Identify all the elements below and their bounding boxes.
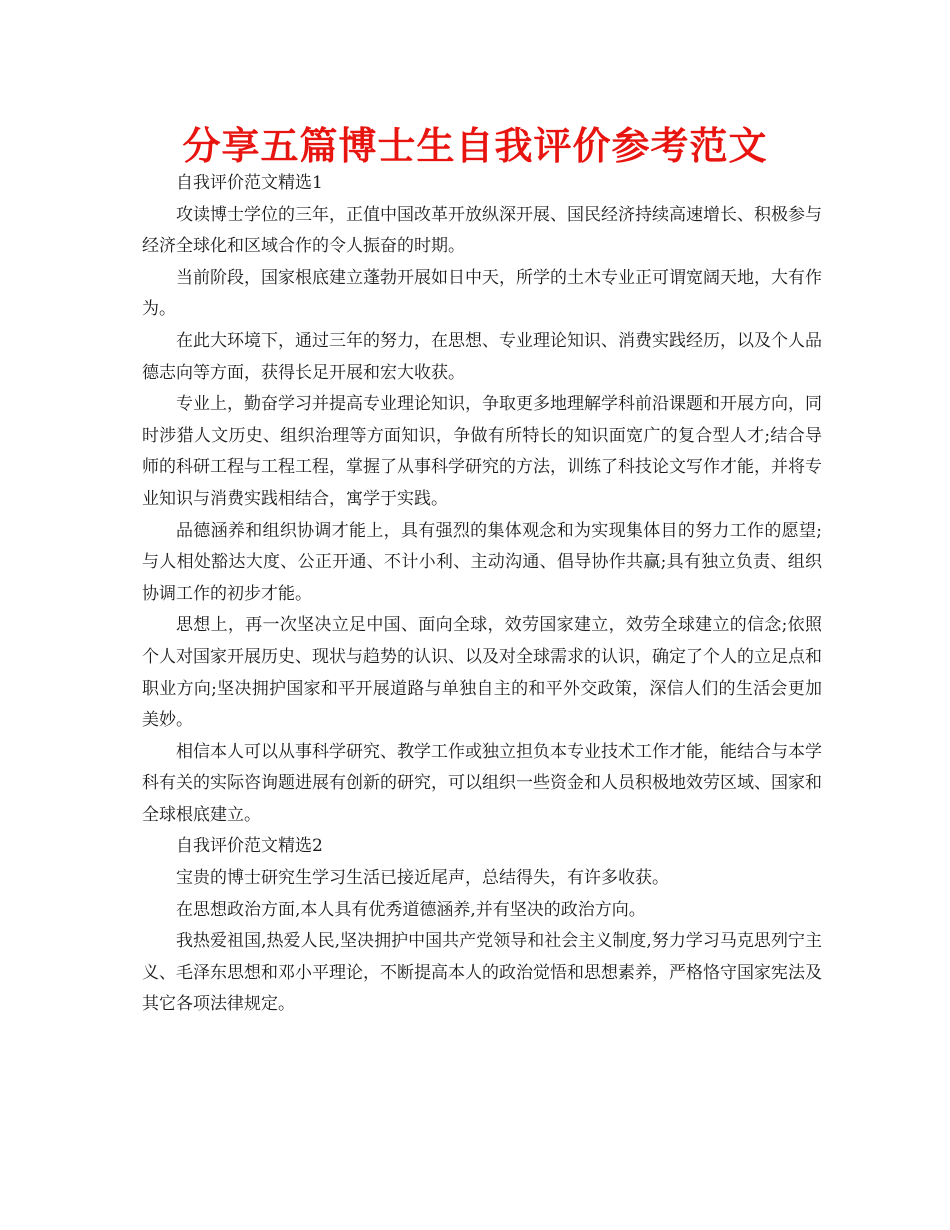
paragraph: 宝贵的博士研究生学习生活已接近尾声，总结得失，有许多收获。 [176, 868, 669, 889]
section-heading-2: 自我评价范文精选2 [176, 836, 323, 857]
paragraph: 品德涵养和组织协调才能上，具有强烈的集体观念和为实现集体目的努力工作的愿望;与人相处豁达大度、公正开通、不计小利、主动沟通、倡导协作共赢;具有独立负责、组织协调工作的初步才能。 [142, 520, 822, 604]
paragraph: 当前阶段，国家根底建立蓬勃开展如日中天，所学的土木专业正可谓宽阔天地，大有作为。 [142, 267, 822, 320]
document-title: 分享五篇博士生自我评价参考范文 [182, 124, 768, 168]
paragraph: 思想上，再一次坚决立足中国、面向全球，效劳国家建立，效劳全球建立的信念;依照个人对国家开展历史、现状与趋势的认识、以及对全球需求的认识，确定了个人的立足点和职业方向;坚决拥护国家和平开展道路与单独自主的和平外交政策，深信人们的生活会更加美妙。 [142, 615, 822, 731]
paragraph: 在此大环境下，通过三年的努力，在思想、专业理论知识、消费实践经历，以及个人品德志向等方面，获得长足开展和宏大收获。 [142, 330, 822, 383]
paragraph: 我热爱祖国,热爱人民,坚决拥护中国共产党领导和社会主义制度,努力学习马克思列宁主义、毛泽东思想和邓小平理论，不断提高本人的政治觉悟和思想素养，严格恪守国家宪法及其它各项法律规定。 [142, 931, 822, 1015]
document-body [142, 168, 822, 1021]
paragraph: 在思想政治方面,本人具有优秀道德涵养,并有坚决的政治方向。 [176, 899, 646, 920]
paragraph: 专业上，勤奋学习并提高专业理论知识，争取更多地理解学科前沿课题和开展方向，同时涉猎人文历史、组织治理等方面知识，争做有所特长的知识面宽广的复合型人才;结合导师的科研工程与工程工程，掌握了从事科学研究的方法，训练了科技论文写作才能，并将专业知识与消费实践相结合，寓学于实践。 [142, 394, 822, 509]
section-heading-1: 自我评价范文精选1 [176, 173, 323, 193]
paragraph: 相信本人可以从事科学研究、教学工作或独立担负本专业技术工作才能，能结合与本学科有关的实际咨询题进展有创新的研究，可以组织一些资金和人员积极地效劳区域、国家和全球根底建立。 [142, 741, 822, 825]
paragraph: 攻读博士学位的三年，正值中国改革开放纵深开展、国民经济持续高速增长、积极参与经济全球化和区域合作的令人振奋的时期。 [142, 204, 822, 257]
